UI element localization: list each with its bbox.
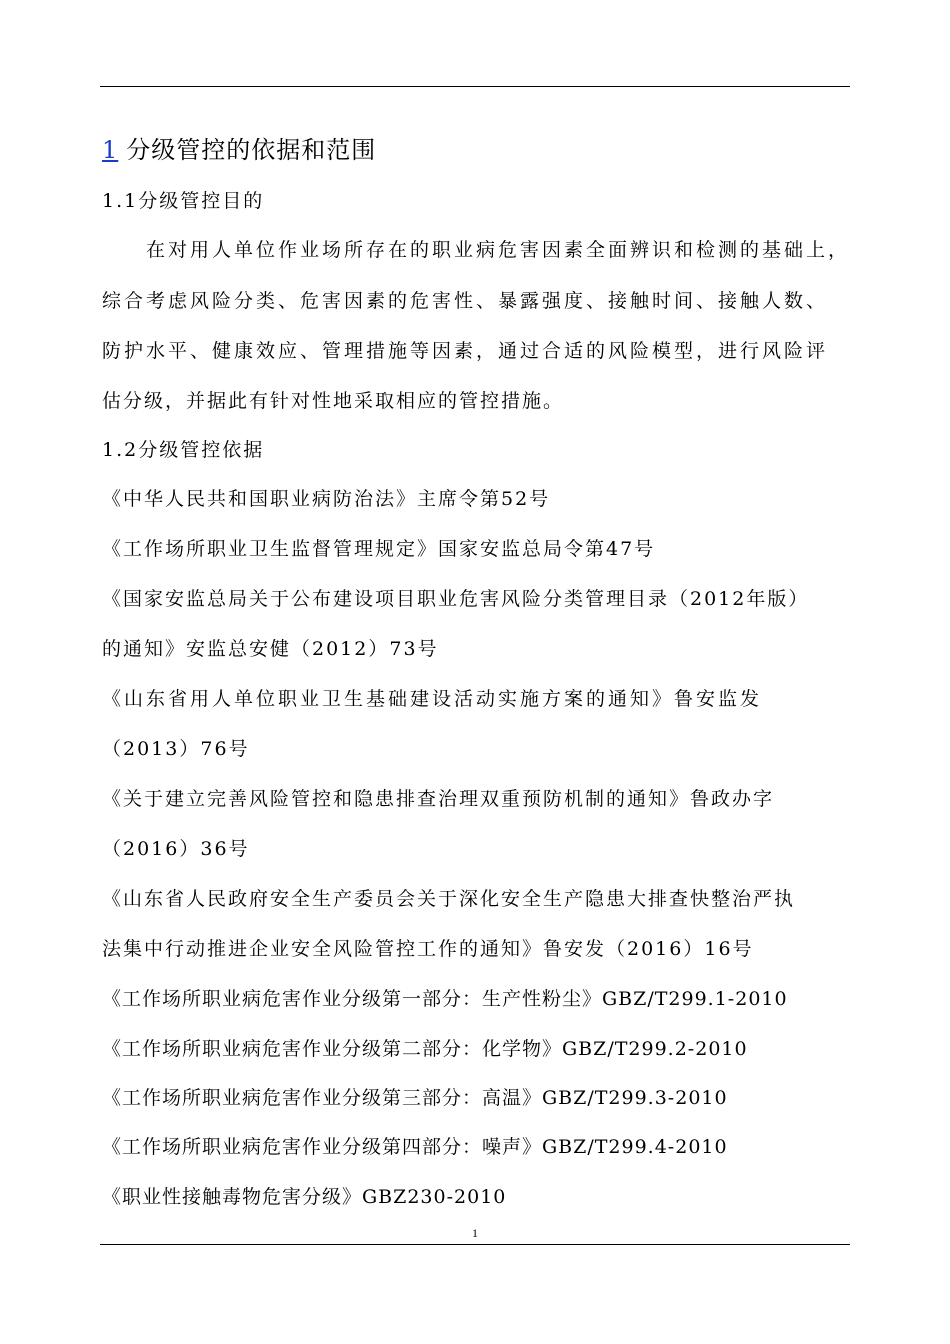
paragraph-line: 在对用人单位作业场所存在的职业病危害因素全面辨识和检测的基础上， bbox=[146, 239, 851, 261]
footer-rule bbox=[100, 1244, 850, 1245]
reference-line: （2013）76号 bbox=[102, 738, 250, 760]
reference-line: （2016）36号 bbox=[102, 838, 250, 860]
reference-line: 《中华人民共和国职业病防治法》主席令第52号 bbox=[102, 488, 551, 510]
subsection-title-1-1: 1.1分级管控目的 bbox=[102, 190, 265, 212]
paragraph-line: 估分级，并据此有针对性地采取相应的管控措施。 bbox=[102, 390, 565, 412]
reference-line: 《工作场所职业病危害作业分级第四部分：噪声》GBZ/T299.4-2010 bbox=[102, 1136, 728, 1158]
reference-line: 《工作场所职业病危害作业分级第一部分：生产性粉尘》GBZ/T299.1-2010 bbox=[102, 988, 788, 1010]
paragraph-line: 综合考虑风险分类、危害因素的危害性、暴露强度、接触时间、接触人数、 bbox=[102, 290, 829, 312]
reference-line: 《职业性接触毒物危害分级》GBZ230-2010 bbox=[102, 1186, 507, 1208]
section-heading-number[interactable]: 1 bbox=[102, 136, 119, 164]
reference-line: 法集中行动推进企业安全风险管控工作的通知》鲁安发（2016）16号 bbox=[102, 938, 754, 960]
paragraph-line: 防护水平、健康效应、管理措施等因素，通过合适的风险模型，进行风险评 bbox=[102, 340, 829, 362]
reference-line: 《山东省人民政府安全生产委员会关于深化安全生产隐患大排查快整治严执 bbox=[102, 888, 796, 910]
reference-line: 《山东省用人单位职业卫生基础建设活动实施方案的通知》鲁安监发 bbox=[102, 688, 763, 710]
subsection-title-1-2: 1.2分级管控依据 bbox=[102, 439, 265, 461]
reference-line: 《工作场所职业卫生监督管理规定》国家安监总局令第47号 bbox=[102, 538, 656, 560]
reference-line: 的通知》安监总安健（2012）73号 bbox=[102, 638, 439, 660]
reference-line: 《国家安监总局关于公布建设项目职业危害风险分类管理目录（2012年版） bbox=[102, 588, 810, 610]
reference-line: 《工作场所职业病危害作业分级第二部分：化学物》GBZ/T299.2-2010 bbox=[102, 1038, 748, 1060]
reference-line: 《工作场所职业病危害作业分级第三部分：高温》GBZ/T299.3-2010 bbox=[102, 1087, 728, 1109]
reference-line: 《关于建立完善风险管控和隐患排查治理双重预防机制的通知》鲁政办字 bbox=[102, 788, 775, 810]
header-rule bbox=[100, 86, 850, 87]
page-number: 1 bbox=[472, 1226, 478, 1240]
section-heading bbox=[102, 134, 376, 166]
section-heading-title: 分级管控的依据和范围 bbox=[126, 136, 377, 164]
